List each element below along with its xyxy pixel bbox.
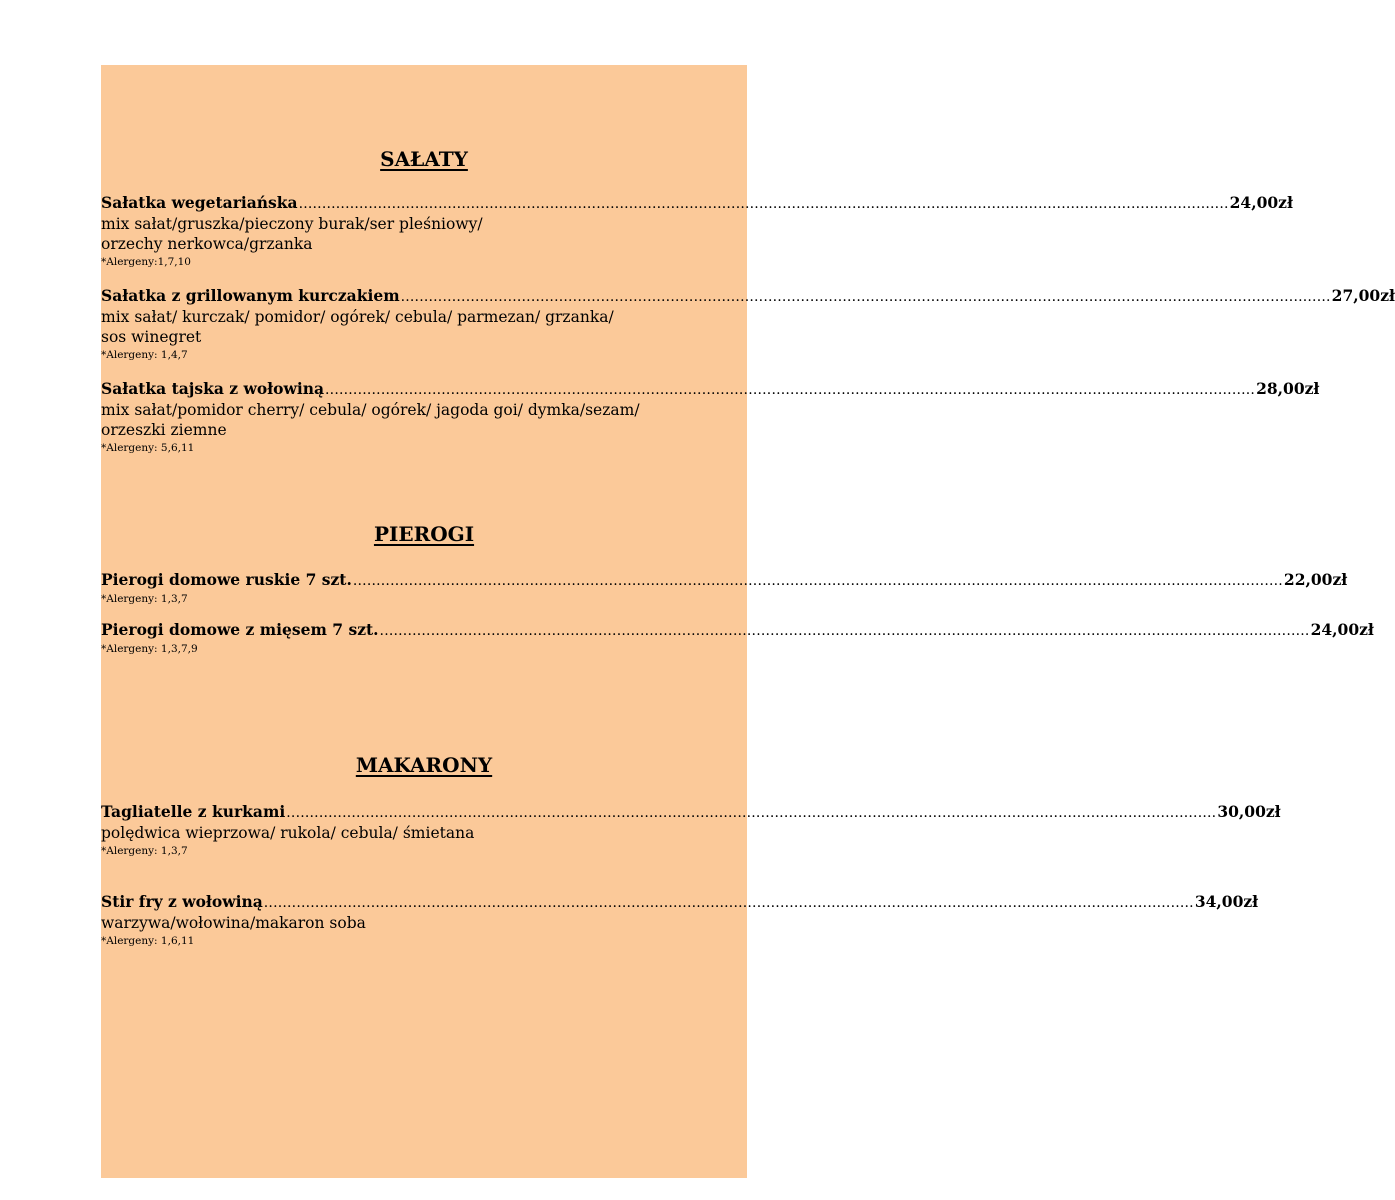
item-allergens: *Alergeny: 1,4,7 [101, 349, 188, 361]
item-description: polędwica wieprzowa/ rukola/ cebula/ śmietana [101, 824, 475, 842]
item-price: 34,00zł [1194, 892, 1259, 911]
item-allergens: *Alergeny: 5,6,11 [101, 442, 195, 454]
item-name: Sałatka z grillowanym kurczakiem [101, 286, 400, 305]
item-name: Pierogi domowe z mięsem 7 szt. [101, 620, 379, 639]
item-name: Stir fry z wołowiną [101, 892, 263, 911]
item-name: Tagliatelle z kurkami [101, 802, 286, 821]
item-price: 24,00zł [1310, 620, 1374, 639]
menu-item-salatka-tajska [101, 379, 1320, 455]
item-description: mix sałat/ kurczak/ pomidor/ ogórek/ cebula/ parmezan/ grzanka/ [101, 308, 614, 326]
item-description: orzechy nerkowca/grzanka [101, 235, 313, 253]
menu-item-tagliatelle [101, 802, 1281, 858]
menu-item-pierogi-z-miesem [101, 620, 1374, 656]
menu-item-pierogi-ruskie [101, 570, 1348, 606]
item-allergens: *Alergeny: 1,6,11 [101, 935, 195, 947]
menu-item-stir-fry [101, 892, 1259, 948]
item-description: mix sałat/pomidor cherry/ cebula/ ogórek/ jagoda goi/ dymka/sezam/ [101, 401, 640, 419]
section-title-salaty: SAŁATY [380, 147, 468, 171]
item-price: 24,00zł [1229, 193, 1293, 212]
item-allergens: *Alergeny:1,7,10 [101, 256, 191, 268]
dot-leader: ........................................................................................................................................................................................................ [352, 573, 1283, 589]
item-name: Sałatka wegetariańska [101, 193, 298, 212]
dot-leader: ........................................................................................................................................................................................................ [298, 196, 1229, 212]
item-name: Pierogi domowe ruskie 7 szt. [101, 570, 352, 589]
menu-page [101, 65, 1395, 1178]
item-allergens: *Alergeny: 1,3,7 [101, 593, 188, 605]
dot-leader: ........................................................................................................................................................................................................ [379, 623, 1310, 639]
item-description: mix sałat/gruszka/pieczony burak/ser pleśniowy/ [101, 215, 483, 233]
dot-leader: ........................................................................................................................................................................................................ [263, 895, 1194, 911]
item-name: Sałatka tajska z wołowiną [101, 379, 325, 398]
menu-item-salatka-wegetarianska [101, 193, 1293, 269]
item-price: 30,00zł [1217, 802, 1281, 821]
section-title-pierogi: PIEROGI [373, 522, 475, 546]
item-price: 28,00zł [1256, 379, 1320, 398]
item-price: 27,00zł [1331, 286, 1395, 305]
dot-leader: ........................................................................................................................................................................................................ [286, 805, 1217, 821]
menu-item-salatka-z-kurczakiem [101, 286, 1395, 362]
item-price: 22,00zł [1283, 570, 1348, 589]
item-description: sos winegret [101, 328, 202, 346]
item-allergens: *Alergeny: 1,3,7 [101, 845, 188, 857]
section-title-makarony: MAKARONY [355, 753, 493, 777]
dot-leader: ........................................................................................................................................................................................................ [325, 382, 1256, 398]
item-description: warzywa/wołowina/makaron soba [101, 914, 366, 932]
item-allergens: *Alergeny: 1,3,7,9 [101, 643, 198, 655]
item-description: orzeszki ziemne [101, 421, 227, 439]
dot-leader: ........................................................................................................................................................................................................ [400, 289, 1331, 305]
